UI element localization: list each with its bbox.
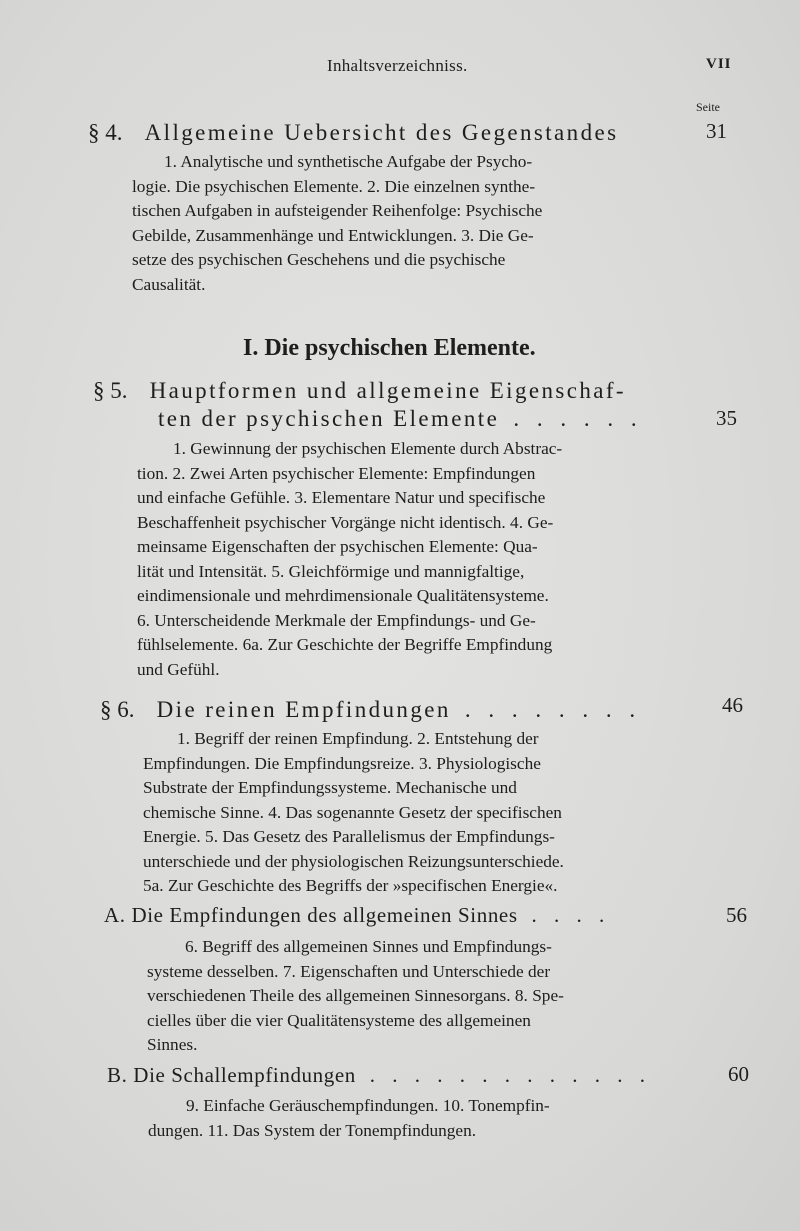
- section-5-leader: . . . . . .: [513, 406, 643, 431]
- section-5-summary: [137, 437, 682, 682]
- subsection-b-title: B. Die Schallempfindungen: [107, 1063, 356, 1087]
- summary-line: und einfache Gefühle. 3. Elementare Natur und specifische: [137, 488, 546, 507]
- summary-line: Substrate der Empfindungssysteme. Mechanische und: [143, 778, 517, 797]
- summary-line: setze des psychischen Geschehens und die psychische: [132, 250, 506, 269]
- section-4-summary: [132, 150, 676, 297]
- subsection-b-leader: . . . . . . . . . . . . .: [369, 1063, 651, 1087]
- summary-line: lität und Intensität. 5. Gleichförmige und mannigfaltige,: [137, 561, 525, 581]
- part-1-heading: I. Die psychischen Elemente.: [243, 335, 536, 361]
- summary-line: meinsame Eigenschaften der psychischen Elemente: Qua-: [137, 537, 538, 556]
- summary-line: Sinnes.: [147, 1035, 198, 1054]
- section-5-title-2: ten der psychischen Elemente: [158, 406, 500, 431]
- subsection-b-page: 60: [728, 1062, 749, 1086]
- summary-line: eindimensionale und mehrdimensionale Qualitätensysteme.: [137, 586, 549, 605]
- summary-line: Causalität.: [132, 274, 206, 294]
- summary-line: 1. Begriff der reinen Empfindung. 2. Entstehung der: [177, 729, 539, 748]
- summary-line: Empfindungen. Die Empfindungsreize. 3. Physiologische: [143, 753, 541, 773]
- section-5-page: 35: [716, 406, 737, 430]
- summary-line: 6. Begriff des allgemeinen Sinnes und Empfindungs-: [185, 937, 552, 956]
- summary-line: fühlselemente. 6a. Zur Geschichte der Begriffe Empfindung: [137, 635, 553, 654]
- section-6-number: § 6.: [100, 697, 135, 722]
- seite-column-label: Seite: [696, 100, 720, 114]
- section-6-summary: [143, 727, 688, 899]
- summary-line: unterschiede und der physiologischen Reizungsunterschiede.: [143, 851, 564, 871]
- section-6-title: Die reinen Empfindungen: [156, 697, 451, 722]
- section-4-page: 31: [706, 119, 727, 143]
- summary-line: 9. Einfache Geräuschempfindungen. 10. Tonempfin-: [186, 1096, 550, 1115]
- subsection-a-heading: [104, 903, 610, 928]
- summary-line: chemische Sinne. 4. Das sogenannte Gesetz der specifischen: [143, 802, 562, 822]
- summary-line: tion. 2. Zwei Arten psychischer Elemente: Empfindungen: [137, 463, 536, 483]
- summary-line: 6. Unterscheidende Merkmale der Empfindungs- und Ge-: [137, 610, 536, 630]
- subsection-a-title: A. Die Empfindungen des allgemeinen Sinnes: [104, 903, 518, 927]
- summary-line: 5a. Zur Geschichte des Begriffs der »specifischen Energie«.: [143, 876, 558, 895]
- summary-line: tischen Aufgaben in aufsteigender Reihenfolge: Psychische: [132, 201, 543, 220]
- summary-line: verschiedenen Theile des allgemeinen Sinnesorgans. 8. Spe-: [147, 986, 564, 1005]
- summary-line: systeme desselben. 7. Eigenschaften und Unterschiede der: [147, 961, 551, 981]
- subsection-b-heading: [107, 1063, 651, 1088]
- page-folio: VII: [706, 56, 732, 72]
- summary-line: Beschaffenheit psychischer Vorgänge nicht identisch. 4. Ge-: [137, 512, 554, 532]
- summary-line: Energie. 5. Das Gesetz des Parallelismus der Empfindungs-: [143, 827, 555, 846]
- section-6-leader: . . . . . . . .: [464, 697, 642, 722]
- section-5-number: § 5.: [93, 378, 128, 403]
- running-title: Inhaltsverzeichniss.: [327, 56, 468, 75]
- section-4-number: § 4.: [88, 120, 123, 145]
- subsection-b-summary: [148, 1094, 693, 1143]
- section-4-title: Allgemeine Uebersicht des Gegenstandes: [144, 120, 619, 145]
- summary-line: 1. Analytische und synthetische Aufgabe der Psycho-: [164, 152, 533, 171]
- section-6-heading: [100, 697, 641, 723]
- summary-line: logie. Die psychischen Elemente. 2. Die einzelnen synthe-: [132, 176, 536, 196]
- section-5-heading-line-1: [93, 378, 626, 404]
- section-4-heading: [88, 120, 618, 146]
- summary-line: Gebilde, Zusammenhänge und Entwicklungen. 3. Die Ge-: [132, 225, 534, 245]
- subsection-a-page: 56: [726, 903, 747, 927]
- summary-line: 1. Gewinnung der psychischen Elemente durch Abstrac-: [173, 439, 563, 458]
- summary-line: cielles über die vier Qualitätensysteme des allgemeinen: [147, 1010, 531, 1030]
- summary-line: dungen. 11. Das System der Tonempfindungen.: [148, 1120, 477, 1140]
- section-5-heading-line-2: [158, 406, 643, 432]
- section-6-page: 46: [722, 693, 743, 717]
- subsection-a-summary: [147, 935, 692, 1058]
- section-5-title-1: Hauptformen und allgemeine Eigenschaf-: [149, 378, 626, 403]
- summary-line: und Gefühl.: [137, 659, 220, 679]
- subsection-a-leader: . . . .: [531, 903, 611, 927]
